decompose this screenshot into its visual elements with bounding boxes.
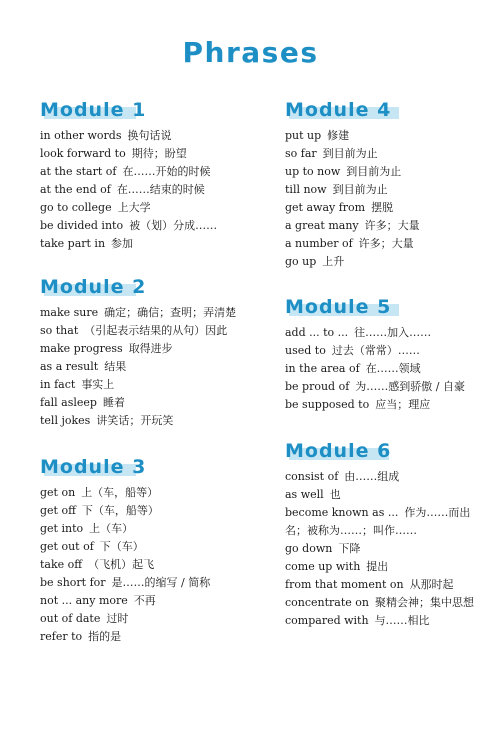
phrase-chinese: 为……感到骄傲 / 自豪 <box>355 380 465 393</box>
phrase-chinese: 在……开始的时候 <box>122 165 211 178</box>
phrase-chinese: 摆脱 <box>371 201 394 214</box>
phrase-chinese: 往……加入…… <box>354 326 432 339</box>
phrase-english: not ... any more <box>40 594 128 607</box>
phrase-chinese: 事实上 <box>81 378 115 391</box>
phrase-english: come up with <box>285 560 361 573</box>
phrase-chinese: 参加 <box>111 237 134 250</box>
phrase-item <box>285 540 490 558</box>
phrase-english: be short for <box>40 576 106 589</box>
phrase-item <box>285 145 501 163</box>
phrase-english: at the start of <box>40 165 117 178</box>
phrase-item <box>285 396 501 414</box>
phrase-english: compared with <box>285 614 369 627</box>
phrase-english: make progress <box>40 342 123 355</box>
phrase-english: get off <box>40 504 76 517</box>
phrase-item <box>285 217 501 235</box>
phrase-english: till now <box>285 183 327 196</box>
phrase-chinese: 过去（常常）…… <box>331 344 420 357</box>
phrase-english: look forward to <box>40 147 126 160</box>
phrase-english: become known as ... <box>285 506 399 519</box>
module-1-heading: Module 1 <box>40 99 147 121</box>
phrase-chinese: 指的是 <box>88 630 122 643</box>
phrase-item <box>285 612 490 630</box>
phrase-chinese: 被（划）分成…… <box>129 219 218 232</box>
right-column <box>285 97 501 271</box>
phrase-item <box>40 127 260 145</box>
phrase-english: get into <box>40 522 84 535</box>
module-5-heading: Module 5 <box>285 294 501 324</box>
phrase-english: in fact <box>40 378 76 391</box>
phrase-chinese: 上升 <box>322 255 345 268</box>
phrase-chinese: 取得进步 <box>128 342 173 355</box>
page-title: Phrases <box>182 36 319 69</box>
phrase-english: take off <box>40 558 83 571</box>
module-4-heading: Module 4 <box>285 97 501 127</box>
phrase-item <box>285 576 490 594</box>
phrase-item <box>40 358 270 376</box>
phrase-english: in the area of <box>285 362 360 375</box>
phrase-chinese: 到目前为止 <box>332 183 388 196</box>
phrase-chinese: 期待；盼望 <box>131 147 187 160</box>
phrase-chinese: 许多；大量 <box>358 237 414 250</box>
phrase-item <box>285 378 501 396</box>
phrase-item <box>40 556 260 574</box>
phrase-chinese: 下（车，船等） <box>81 504 159 517</box>
phrase-english: from that moment on <box>285 578 404 591</box>
phrase-chinese: 上（车） <box>89 522 134 535</box>
module-6-heading: Module 6 <box>285 440 392 462</box>
phrase-chinese: 不再 <box>133 594 156 607</box>
phrase-item <box>40 628 260 646</box>
phrase-item <box>285 199 501 217</box>
phrase-item <box>40 538 260 556</box>
phrase-chinese: 换句话说 <box>127 129 172 142</box>
module-6-list <box>285 468 490 630</box>
phrase-item <box>40 322 270 340</box>
phrase-english: a number of <box>285 237 353 250</box>
phrase-english: so far <box>285 147 317 160</box>
phrase-chinese: 提出 <box>366 560 389 573</box>
phrase-chinese: 作为……而出名；被称为……；叫作…… <box>285 506 471 537</box>
phrase-chinese: 睡着 <box>102 396 125 409</box>
phrase-item <box>285 594 490 612</box>
phrase-chinese: 到目前为止 <box>346 165 402 178</box>
phrase-chinese: 与……相比 <box>374 614 430 627</box>
phrase-item <box>285 468 490 486</box>
phrase-english: fall asleep <box>40 396 97 409</box>
phrase-item <box>40 199 260 217</box>
phrase-item <box>40 520 260 538</box>
phrase-item <box>40 340 270 358</box>
phrase-item <box>40 376 270 394</box>
phrase-english: take part in <box>40 237 106 250</box>
phrase-english: put up <box>285 129 322 142</box>
phrase-item <box>40 610 260 628</box>
phrase-english: get away from <box>285 201 366 214</box>
phrase-chinese: 聚精会神；集中思想 <box>375 596 474 609</box>
left-column-2 <box>40 274 270 430</box>
phrase-chinese: 上大学 <box>117 201 151 214</box>
right-column-2 <box>285 294 501 414</box>
phrase-item <box>40 163 260 181</box>
phrase-chinese: 下（车） <box>99 540 144 553</box>
phrase-item <box>285 324 501 342</box>
phrase-item <box>285 342 501 360</box>
phrase-english: as well <box>285 488 324 501</box>
phrase-item <box>40 145 260 163</box>
phrase-english: so that <box>40 324 79 337</box>
phrase-chinese: 也 <box>329 488 341 501</box>
phrase-chinese: 由……组成 <box>344 470 400 483</box>
phrase-english: be proud of <box>285 380 350 393</box>
phrase-english: go down <box>285 542 333 555</box>
phrase-english: refer to <box>40 630 83 643</box>
phrase-item <box>285 558 490 576</box>
module-2-heading: Module 2 <box>40 276 147 298</box>
phrase-item <box>40 394 270 412</box>
phrase-item <box>285 163 501 181</box>
phrase-english: get on <box>40 486 76 499</box>
phrase-item <box>40 181 260 199</box>
module-5-list <box>285 324 501 414</box>
module-4-list <box>285 127 501 271</box>
phrase-item <box>40 217 260 235</box>
phrase-item <box>40 304 270 322</box>
phrase-item <box>40 592 260 610</box>
module-2-list <box>40 304 270 430</box>
left-column-3 <box>40 454 260 646</box>
phrase-chinese: 在……领域 <box>365 362 421 375</box>
phrase-english: consist of <box>285 470 339 483</box>
right-column-3 <box>285 438 490 630</box>
phrase-item <box>40 235 260 253</box>
phrase-chinese: 从那时起 <box>409 578 454 591</box>
phrase-english: a great many <box>285 219 359 232</box>
module-1-list <box>40 127 260 253</box>
phrase-chinese: 应当；理应 <box>375 398 431 411</box>
phrase-chinese: 上（车，船等） <box>81 486 159 499</box>
phrase-item <box>285 360 501 378</box>
module-3-heading: Module 3 <box>40 456 147 478</box>
phrase-english: be supposed to <box>285 398 370 411</box>
phrase-item <box>285 504 490 540</box>
phrase-english: up to now <box>285 165 341 178</box>
phrase-english: as a result <box>40 360 99 373</box>
phrase-item <box>285 127 501 145</box>
phrase-chinese: 确定；确信；查明；弄清楚 <box>104 306 237 319</box>
phrase-english: be divided into <box>40 219 124 232</box>
phrase-chinese: 结果 <box>104 360 127 373</box>
phrase-english: go up <box>285 255 317 268</box>
phrase-chinese: 许多；大量 <box>364 219 420 232</box>
phrase-item <box>285 181 501 199</box>
phrase-english: concentrate on <box>285 596 369 609</box>
phrase-english: used to <box>285 344 326 357</box>
phrase-chinese: （飞机）起飞 <box>88 558 155 571</box>
phrase-english: out of date <box>40 612 101 625</box>
phrase-english: add ... to ... <box>285 326 349 339</box>
phrase-chinese: （引起表示结果的从句）因此 <box>84 324 228 337</box>
phrase-english: at the end of <box>40 183 111 196</box>
phrase-chinese: 到目前为止 <box>322 147 378 160</box>
module-3-list <box>40 484 260 646</box>
phrase-item <box>285 486 490 504</box>
phrase-english: get out of <box>40 540 94 553</box>
phrase-item <box>40 574 260 592</box>
phrase-chinese: 修建 <box>327 129 350 142</box>
phrase-english: tell jokes <box>40 414 91 427</box>
left-column <box>40 97 260 253</box>
phrase-english: in other words <box>40 129 122 142</box>
phrase-chinese: 在……结束的时候 <box>116 183 205 196</box>
phrase-english: make sure <box>40 306 99 319</box>
phrase-item <box>40 412 270 430</box>
phrase-item <box>40 502 260 520</box>
phrase-chinese: 下降 <box>338 542 361 555</box>
phrase-chinese: 是……的缩写 / 简称 <box>111 576 211 589</box>
phrase-item <box>40 484 260 502</box>
phrase-chinese: 过时 <box>106 612 129 625</box>
phrase-chinese: 讲笑话；开玩笑 <box>96 414 174 427</box>
phrase-item <box>285 253 501 271</box>
phrase-item <box>285 235 501 253</box>
phrase-english: go to college <box>40 201 112 214</box>
